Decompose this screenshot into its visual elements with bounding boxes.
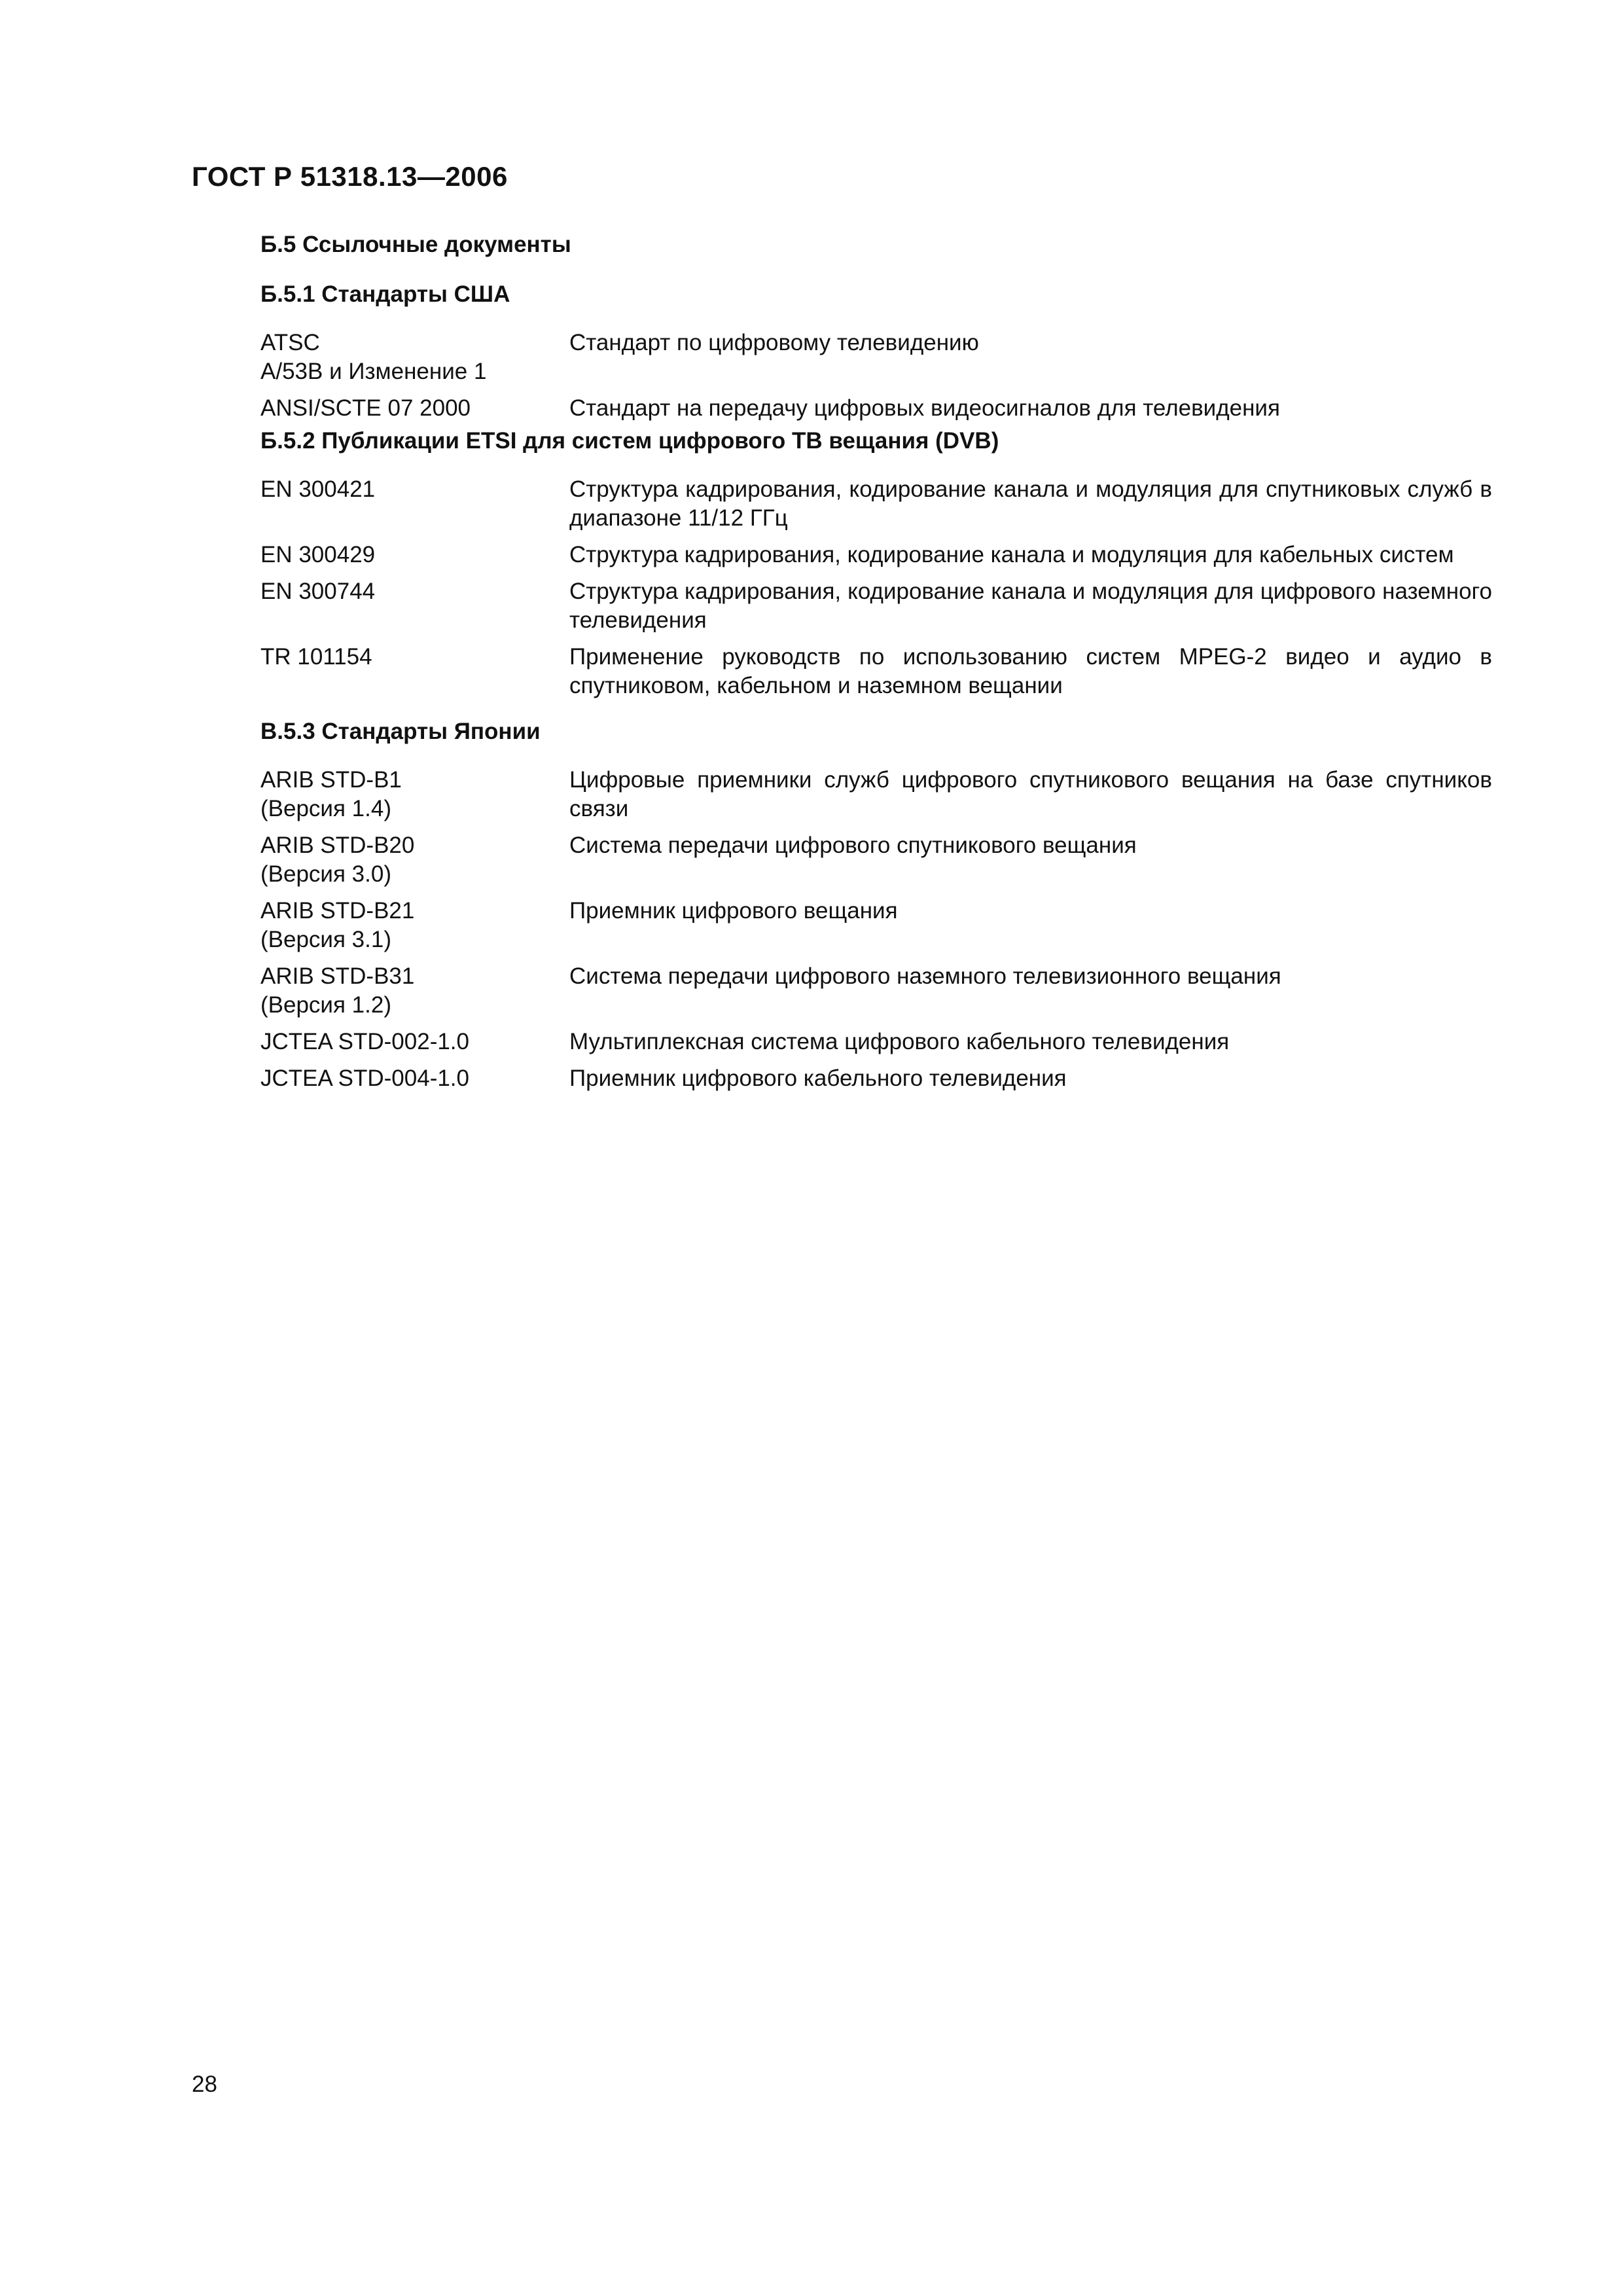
list-item bbox=[260, 897, 1492, 954]
standard-description: Стандарт на передачу цифровых видеосигналов для телевидения bbox=[569, 395, 1280, 421]
standard-code: ATSC A/53B и Изменение 1 bbox=[260, 330, 487, 384]
section-b5-title: Б.5 Ссылочные документы bbox=[260, 232, 571, 257]
standard-code: ARIB STD-B21 (Версия 3.1) bbox=[260, 898, 415, 952]
document-header: ГОСТ Р 51318.13—2006 bbox=[192, 161, 508, 192]
standard-code: EN 300421 bbox=[260, 476, 376, 502]
section-b52-title: Б.5.2 Публикации ETSI для систем цифрового ТВ вещания (DVB) bbox=[260, 428, 999, 454]
list-item bbox=[260, 1028, 1492, 1056]
standard-description: Мультиплексная система цифрового кабельного телевидения bbox=[569, 1029, 1230, 1054]
list-item bbox=[260, 577, 1492, 635]
list-item bbox=[260, 329, 1492, 386]
standard-code: JCTEA STD-002-1.0 bbox=[260, 1029, 469, 1054]
standard-description: Структура кадрирования, кодирование канала и модуляция для кабельных систем bbox=[569, 542, 1454, 567]
standard-description: Стандарт по цифровому телевидению bbox=[569, 330, 979, 355]
standard-description: Структура кадрирования, кодирование канала и модуляция для цифрового наземного телевидения bbox=[569, 579, 1492, 633]
standard-code: ARIB STD-B31 (Версия 1.2) bbox=[260, 963, 415, 1018]
standard-description: Система передачи цифрового наземного телевизионного вещания bbox=[569, 963, 1281, 989]
page-number: 28 bbox=[192, 2072, 217, 2097]
standard-code: ARIB STD-B1 (Версия 1.4) bbox=[260, 767, 402, 821]
us-standards-list bbox=[260, 329, 1492, 423]
list-item bbox=[260, 475, 1492, 533]
standard-description: Цифровые приемники служб цифрового спутникового вещания на базе спутников связи bbox=[569, 767, 1492, 821]
list-item bbox=[260, 831, 1492, 889]
list-item bbox=[260, 394, 1492, 423]
standard-description: Применение руководств по использованию систем MPEG-2 видео и аудио в спутниковом, кабельном и наземном вещании bbox=[569, 644, 1492, 698]
standard-code: ANSI/SCTE 07 2000 bbox=[260, 395, 471, 421]
japan-standards-list bbox=[260, 766, 1492, 1093]
standard-code: TR 101154 bbox=[260, 644, 372, 670]
list-item bbox=[260, 766, 1492, 823]
standard-code: ARIB STD-B20 (Версия 3.0) bbox=[260, 833, 415, 887]
standard-code: EN 300744 bbox=[260, 579, 376, 604]
standard-description: Структура кадрирования, кодирование канала и модуляция для спутниковых служб в диапазоне 11/12 ГГц bbox=[569, 476, 1492, 531]
standard-description: Система передачи цифрового спутникового вещания bbox=[569, 833, 1137, 858]
list-item bbox=[260, 1064, 1492, 1093]
section-b51-title: Б.5.1 Стандарты США bbox=[260, 281, 510, 307]
standard-description: Приемник цифрового вещания bbox=[569, 898, 898, 924]
standard-description: Приемник цифрового кабельного телевидения bbox=[569, 1066, 1067, 1091]
standard-code: JCTEA STD-004-1.0 bbox=[260, 1066, 469, 1091]
list-item bbox=[260, 643, 1492, 700]
list-item bbox=[260, 541, 1492, 569]
document-body bbox=[260, 230, 1492, 1093]
section-b53-title: В.5.3 Стандарты Японии bbox=[260, 719, 541, 744]
standard-code: EN 300429 bbox=[260, 542, 376, 567]
etsi-publications-list bbox=[260, 475, 1492, 700]
list-item bbox=[260, 962, 1492, 1020]
